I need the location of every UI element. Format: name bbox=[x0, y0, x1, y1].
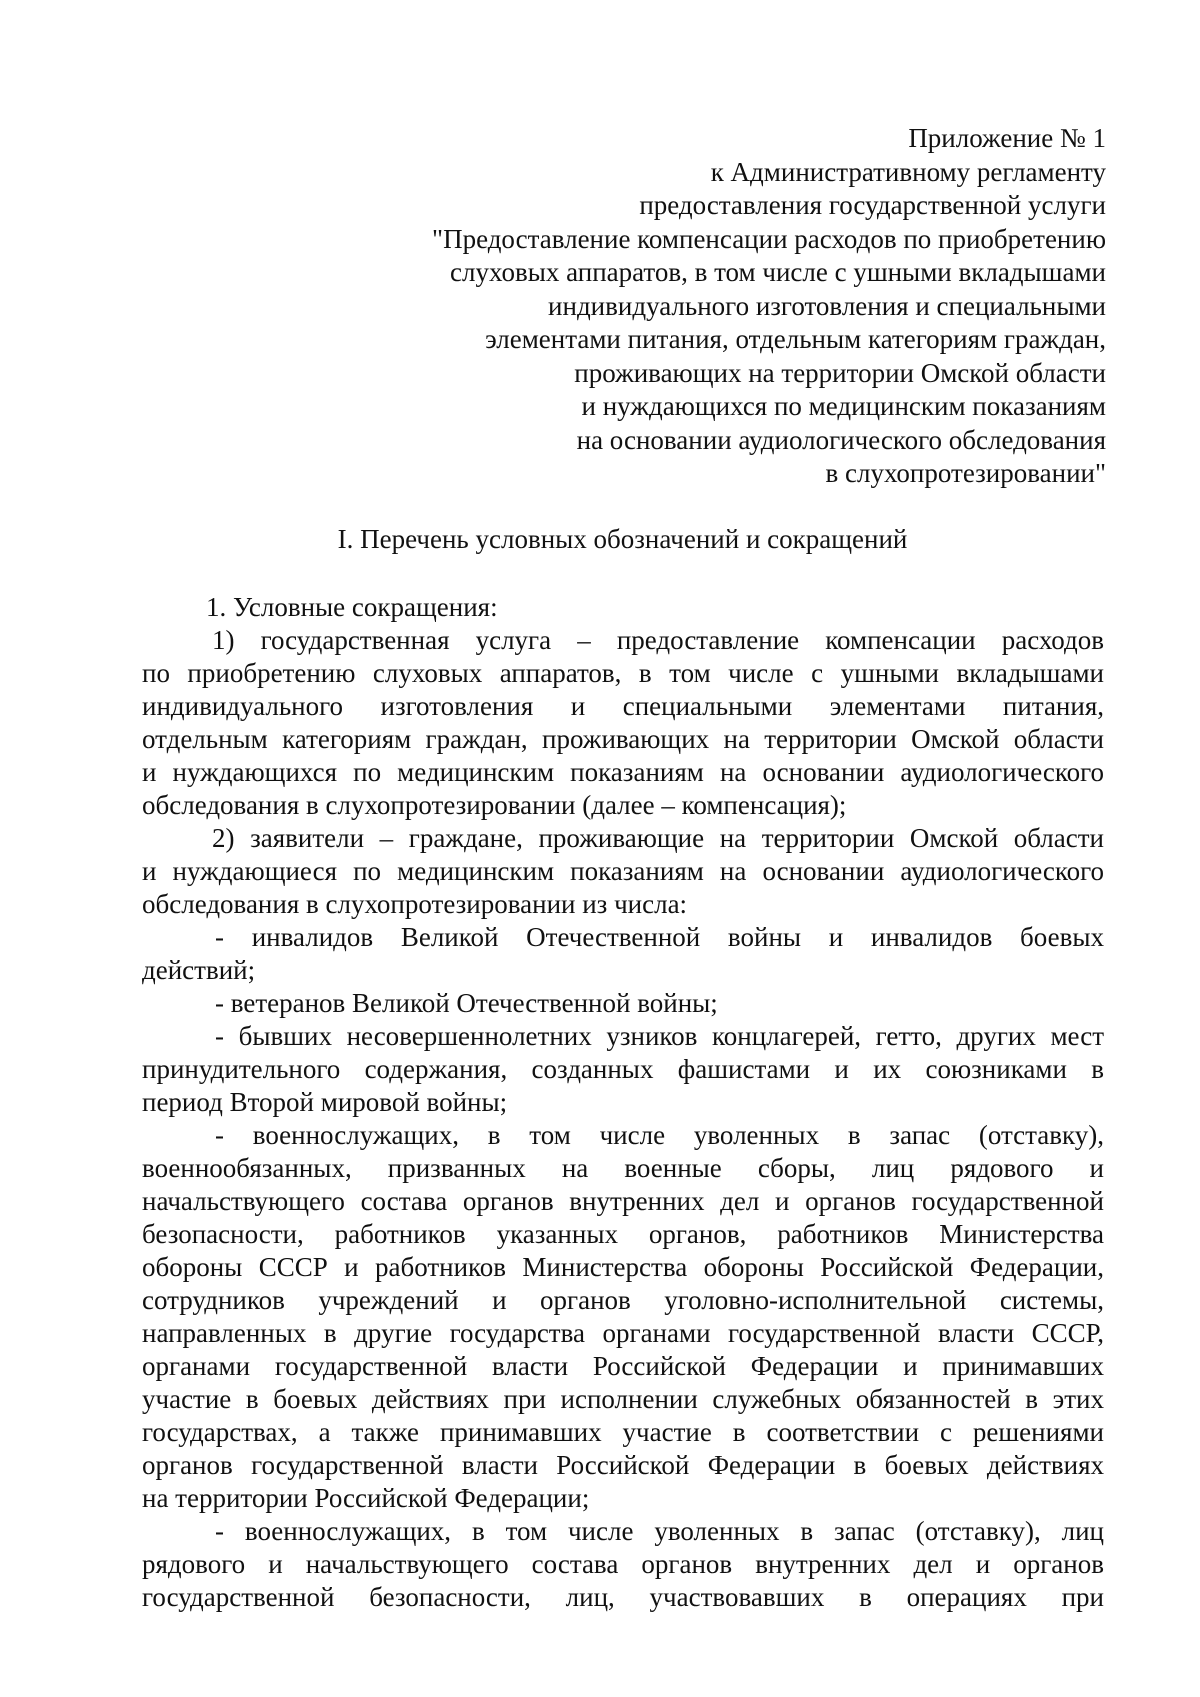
body-line: и нуждающиеся по медицинским показаниям на основании аудиологического bbox=[142, 856, 1104, 886]
body-line: обследования в слухопротезировании (далее – компенсация); bbox=[142, 790, 847, 820]
body-line: по приобретению слуховых аппаратов, в том числе с ушными вкладышами bbox=[142, 658, 1104, 688]
body-line: участие в боевых действиях при исполнении служебных обязанностей в этих bbox=[142, 1384, 1104, 1414]
body-line: сотрудников учреждений и органов уголовно-исполнительной системы, bbox=[142, 1285, 1104, 1315]
body-line: 1) государственная услуга – предоставление компенсации расходов bbox=[212, 625, 1104, 655]
body-line: период Второй мировой войны; bbox=[142, 1087, 508, 1117]
appendix-number: Приложение № 1 bbox=[908, 123, 1106, 153]
appendix-line: индивидуального изготовления и специальными bbox=[548, 290, 1106, 321]
appendix-line: в слухопротезировании" bbox=[825, 458, 1106, 488]
body-line: на территории Российской Федерации; bbox=[142, 1483, 590, 1513]
body-line: 2) заявители – граждане, проживающие на территории Омской области bbox=[212, 823, 1104, 853]
body-line: начальствующего состава органов внутренних дел и органов государственной bbox=[142, 1186, 1104, 1216]
body-line: действий; bbox=[142, 955, 256, 985]
body-line: - ветеранов Великой Отечественной войны; bbox=[215, 988, 718, 1018]
appendix-header bbox=[346, 122, 1106, 491]
appendix-line: предоставления государственной услуги bbox=[639, 190, 1106, 220]
body-line: органами государственной власти Российской Федерации и принимавших bbox=[142, 1351, 1104, 1381]
appendix-line: к Административному регламенту bbox=[710, 156, 1106, 187]
body-line: - инвалидов Великой Отечественной войны и инвалидов боевых bbox=[215, 922, 1104, 952]
body-line: и нуждающихся по медицинским показаниям на основании аудиологического bbox=[142, 757, 1104, 787]
body-line: безопасности, работников указанных органов, работников Министерства bbox=[142, 1219, 1104, 1249]
body-line: - бывших несовершеннолетних узников концлагерей, гетто, других мест bbox=[215, 1021, 1104, 1051]
body-line: государственной безопасности, лиц, участвовавших в операциях при bbox=[142, 1582, 1104, 1612]
appendix-line: и нуждающихся по медицинским показаниям bbox=[581, 391, 1106, 421]
body-line: государствах, а также принимавших участие в соответствии с решениями bbox=[142, 1417, 1104, 1447]
body-line: принудительного содержания, созданных фашистами и их союзниками в bbox=[142, 1054, 1104, 1084]
body-line: обороны СССР и работников Министерства обороны Российской Федерации, bbox=[142, 1252, 1104, 1282]
body-line: - военнослужащих, в том числе уволенных в запас (отставку), лиц bbox=[215, 1516, 1104, 1546]
body-line: военнообязанных, призванных на военные сборы, лиц рядового и bbox=[142, 1153, 1104, 1183]
appendix-line: проживающих на территории Омской области bbox=[574, 357, 1106, 388]
document-body bbox=[142, 591, 1104, 1614]
body-line: - военнослужащих, в том числе уволенных в запас (отставку), bbox=[215, 1120, 1104, 1150]
appendix-line: слуховых аппаратов, в том числе с ушными вкладышами bbox=[450, 257, 1106, 287]
appendix-line: на основании аудиологического обследования bbox=[576, 424, 1106, 455]
body-line: органов государственной власти Российской Федерации в боевых действиях bbox=[142, 1450, 1104, 1480]
section-title: I. Перечень условных обозначений и сокращений bbox=[337, 524, 908, 554]
body-line: рядового и начальствующего состава органов внутренних дел и органов bbox=[142, 1549, 1104, 1579]
appendix-line: элементами питания, отдельным категориям граждан, bbox=[485, 324, 1106, 354]
body-line: индивидуального изготовления и специальными элементами питания, bbox=[142, 691, 1104, 721]
appendix-line: "Предоставление компенсации расходов по приобретению bbox=[432, 223, 1106, 254]
body-line: направленных в другие государства органами государственной власти СССР, bbox=[142, 1318, 1104, 1348]
body-line: отдельным категориям граждан, проживающих на территории Омской области bbox=[142, 724, 1104, 754]
body-line: 1. Условные сокращения: bbox=[206, 592, 498, 622]
body-line: обследования в слухопротезировании из числа: bbox=[142, 889, 688, 919]
